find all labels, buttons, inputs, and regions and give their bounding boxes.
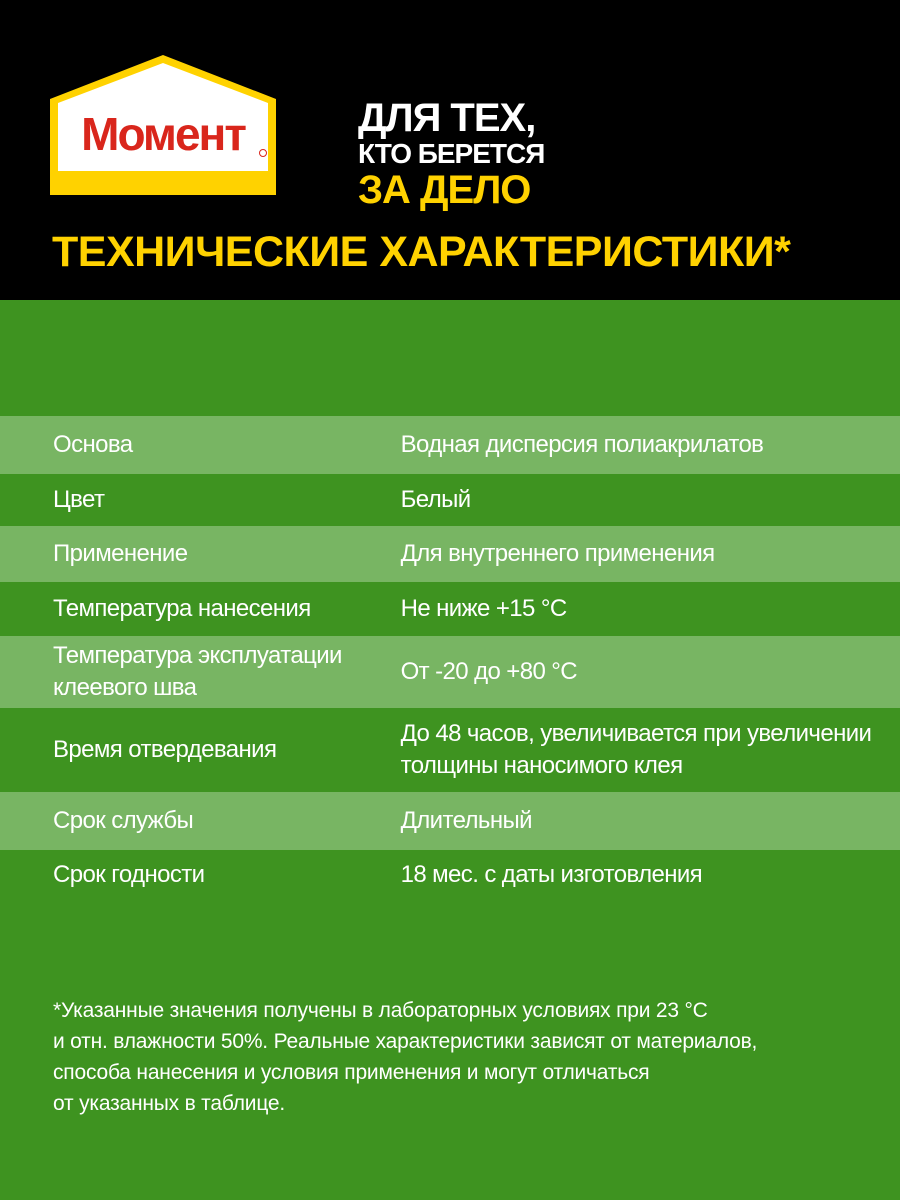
spec-value: От -20 до +80 °С	[400, 658, 578, 685]
moment-logo	[50, 55, 276, 195]
spec-key: Цвет	[53, 486, 105, 513]
slogan-line-3: ЗА ДЕЛО	[358, 168, 531, 212]
spec-key-line: Температура эксплуатации	[53, 642, 342, 669]
spec-row	[0, 792, 900, 850]
spec-value	[401, 718, 900, 782]
footnote-line: *Указанные значения получены в лабораторных условиях при 23 °С	[53, 999, 708, 1022]
spec-row	[0, 582, 900, 636]
spec-key-line: клеевого шва	[53, 674, 197, 701]
slogan-line-2: КТО БЕРЕТСЯ	[358, 138, 545, 169]
spec-row	[0, 850, 900, 900]
header	[0, 0, 900, 300]
spec-row	[0, 526, 900, 582]
spec-row	[0, 708, 900, 792]
specs-table	[0, 416, 900, 900]
spec-value: 18 мес. с даты изготовления	[400, 861, 703, 888]
slogan-line-1: ДЛЯ ТЕХ,	[358, 96, 536, 140]
spec-row	[0, 416, 900, 474]
footnote-line: от указанных в таблице.	[53, 1092, 286, 1115]
slogan	[358, 98, 544, 210]
spec-key: Время отвердевания	[53, 736, 277, 763]
page-title: ТЕХНИЧЕСКИЕ ХАРАКТЕРИСТИКИ*	[52, 228, 791, 276]
spec-key	[0, 640, 401, 704]
spec-value: Водная дисперсия полиакрилатов	[400, 431, 764, 458]
spec-row	[0, 474, 900, 526]
spec-value-line: До 48 часов, увеличивается при увеличении	[400, 720, 872, 747]
spec-key: Срок службы	[53, 807, 194, 834]
spec-row	[0, 636, 900, 708]
spec-key: Основа	[53, 431, 133, 458]
spec-value: Белый	[400, 486, 471, 513]
svg-text:Момент: Момент	[81, 108, 245, 160]
spec-value-line: толщины наносимого клея	[400, 752, 683, 779]
spec-value: Длительный	[400, 807, 532, 834]
spec-value: Не ниже +15 °С	[400, 595, 567, 622]
footnote-line: способа нанесения и условия применения и могут отличаться	[53, 1061, 650, 1084]
spec-key: Срок годности	[53, 861, 205, 888]
footnote	[53, 995, 853, 1119]
spec-key: Температура нанесения	[53, 595, 311, 622]
footnote-line: и отн. влажности 50%. Реальные характеристики зависят от материалов,	[53, 1030, 758, 1053]
spec-value: Для внутреннего применения	[400, 540, 715, 567]
spec-key: Применение	[53, 540, 188, 567]
